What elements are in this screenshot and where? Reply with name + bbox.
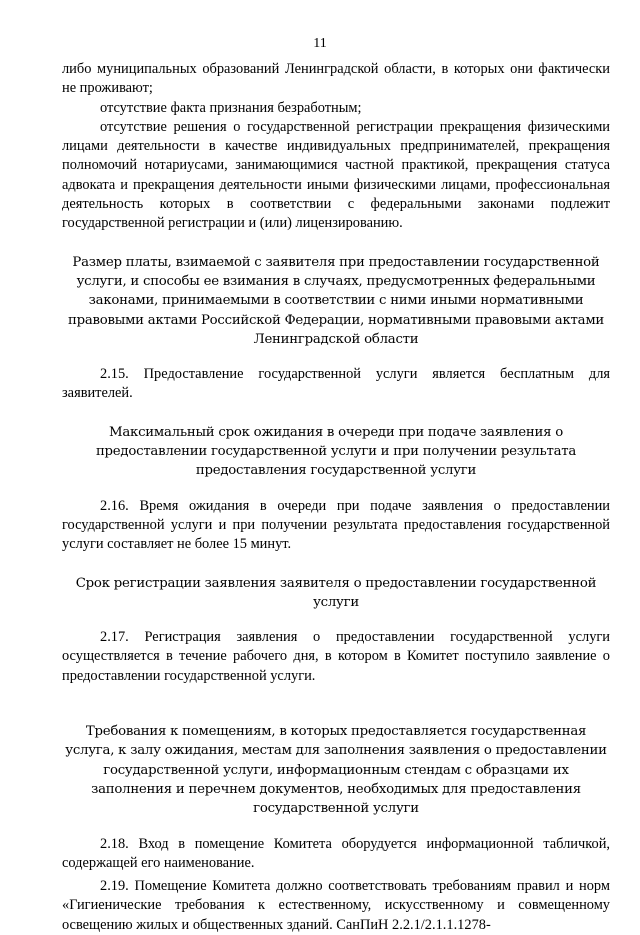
section-heading-premises-requirements: Требования к помещениям, в которых предоставляется государственная услуга, к залу ожидания, местам для заполнения заявления о предоставлении государственной услуги, информационным стендам с образцами их заполнения и перечнем документов, необходимых для предоставления государственной услуги [65, 724, 607, 817]
document-body [62, 60, 610, 935]
paragraph-unemployment-condition: отсутствие факта признания безработным; [100, 99, 362, 116]
paragraph-2-18: 2.18. Вход в помещение Комитета оборудуется информационной табличкой, содержащей его наименование. [62, 835, 610, 871]
paragraph-residence-condition: либо муниципальных образований Ленинградской области, в которых они фактически не проживают; [62, 61, 610, 97]
paragraph-2-19: 2.19. Помещение Комитета должно соответствовать требованиям правил и норм «Гигиенические требования к естественному, искусственному и совмещенному освещению жилых и общественных зданий. СанПиН 2.2.1/2.1.1.1278- [62, 878, 610, 933]
section-heading-queue-time: Максимальный срок ожидания в очереди при подаче заявления о предоставлении государственной услуги и при получении результата предоставления государственной услуги [95, 424, 577, 479]
page-number: 11 [313, 36, 327, 51]
paragraph-2-15: 2.15. Предоставление государственной услуги является бесплатным для заявителей. [62, 366, 610, 402]
paragraph-registration-condition: отсутствие решения о государственной регистрации прекращения физическими лицами деятельности в качестве индивидуальных предпринимателей, прекращения полномочий нотариусами, занимающимися частной практикой, прекращения статуса адвоката и прекращения деятельности иными физическими лицами, профессиональная деятельность которых в соответствии с федеральными законами подлежит государственной регистрации и (или) лицензированию. [62, 118, 610, 232]
paragraph-2-16: 2.16. Время ожидания в очереди при подаче заявления о предоставлении государственной услуги и при получении результата предоставления государственной услуги составляет не более 15 минут. [62, 497, 610, 553]
section-heading-registration-term: Срок регистрации заявления заявителя о предоставлении государственной услуги [75, 575, 597, 610]
paragraph-2-17: 2.17. Регистрация заявления о предоставлении государственной услуги осуществляется в течение рабочего дня, в котором в Комитет поступило заявление о предоставлении государственной услуги. [62, 629, 610, 684]
section-heading-fee: Размер платы, взимаемой с заявителя при предоставлении государственной услуги, и способы ее взимания в случаях, предусмотренных федеральными законами, принимаемыми в соответствии с ними иными нормативными правовыми актами Российской Федерации, нормативными правовыми актами Ленинградской области [67, 254, 605, 347]
